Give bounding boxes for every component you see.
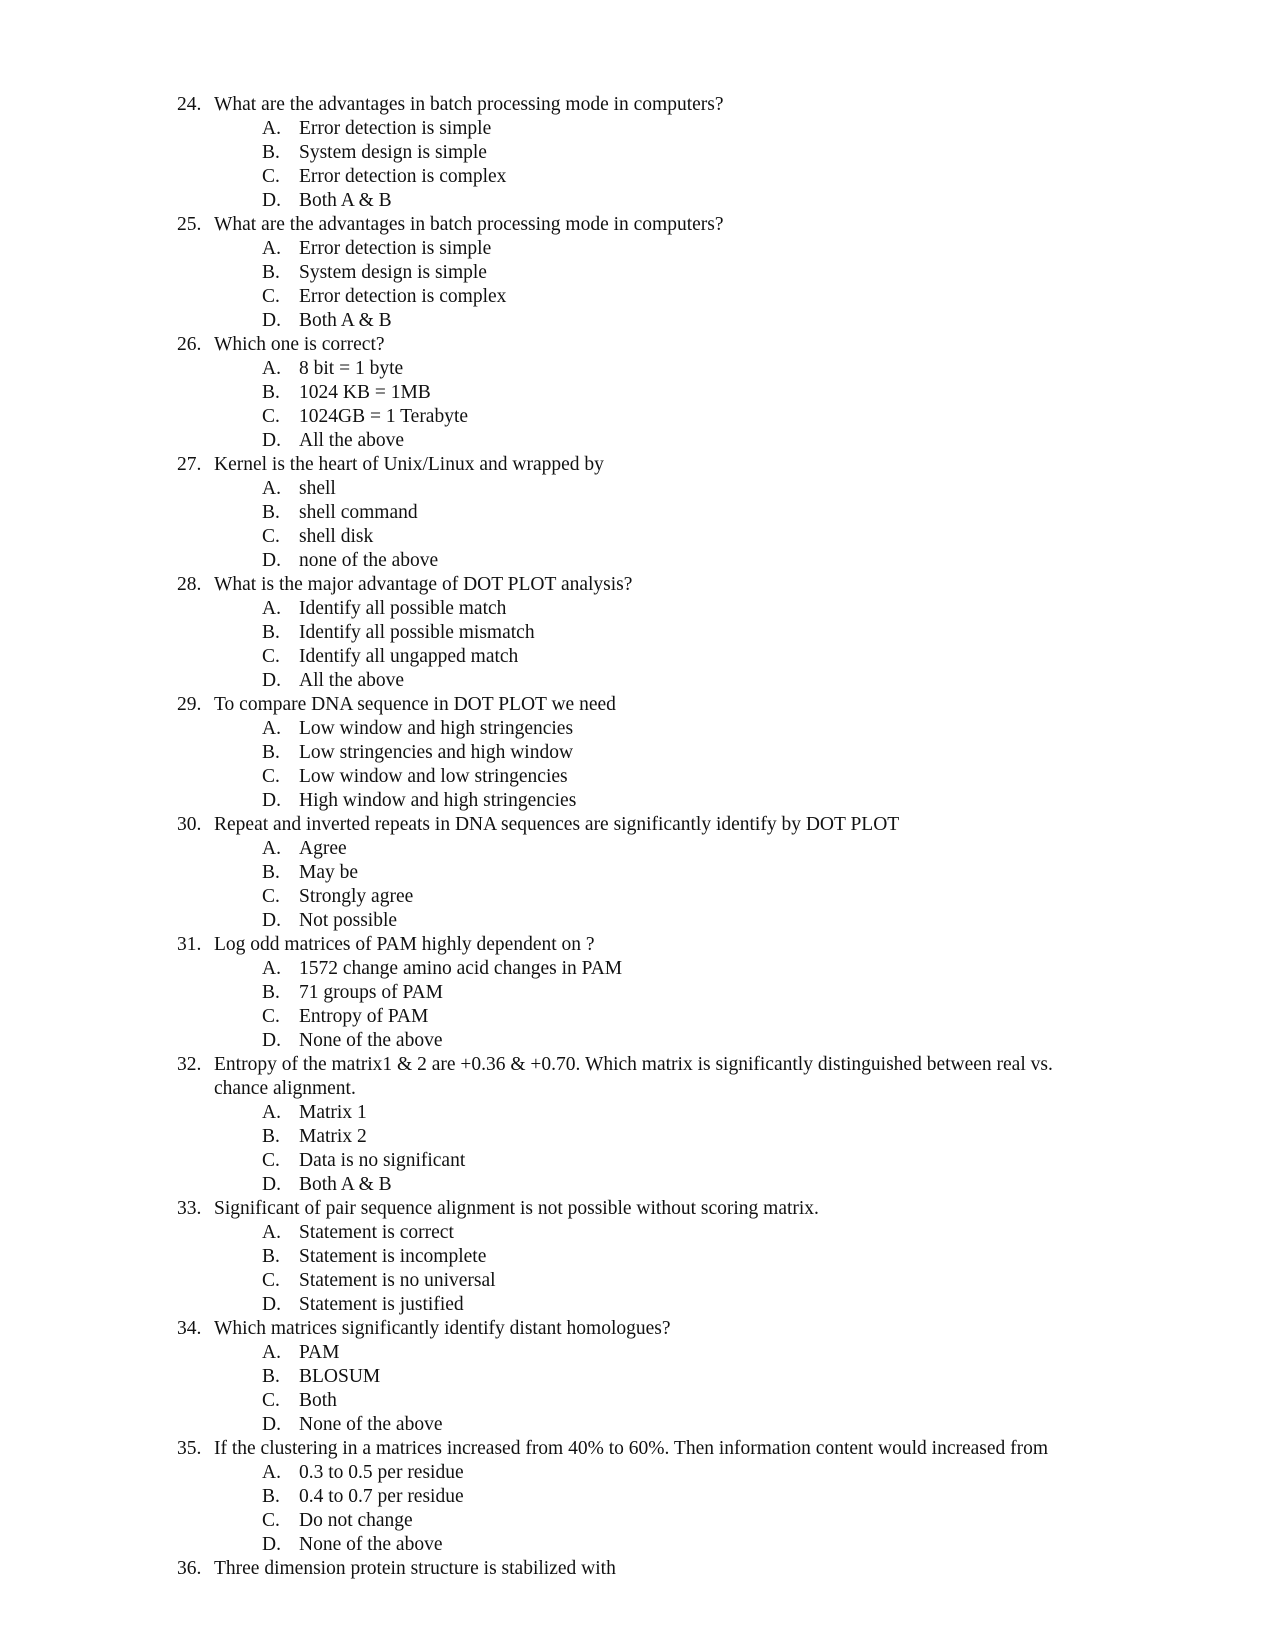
option-letter: D. (262, 1534, 281, 1555)
question-number: 24. (177, 94, 202, 115)
answer-option (0, 645, 1275, 669)
option-text: None of the above (299, 1030, 443, 1051)
option-letter: D. (262, 430, 281, 451)
option-letter: B. (262, 742, 280, 763)
option-letter: B. (262, 262, 280, 283)
question-number: 33. (177, 1198, 202, 1219)
option-letter: C. (262, 1270, 280, 1291)
question-item (0, 1437, 1275, 1461)
option-letter: A. (262, 718, 281, 739)
question-item (0, 573, 1275, 597)
option-text: 0.4 to 0.7 per residue (299, 1486, 464, 1507)
option-text: Matrix 2 (299, 1126, 367, 1147)
answer-option (0, 309, 1275, 333)
answer-option (0, 789, 1275, 813)
option-letter: C. (262, 766, 280, 787)
answer-option (0, 909, 1275, 933)
question-item (0, 1197, 1275, 1221)
answer-option (0, 957, 1275, 981)
answer-option (0, 549, 1275, 573)
question-list (0, 93, 1275, 1581)
option-letter: A. (262, 238, 281, 259)
option-letter: D. (262, 1174, 281, 1195)
answer-option (0, 1341, 1275, 1365)
question-item (0, 693, 1275, 717)
answer-option (0, 261, 1275, 285)
option-letter: D. (262, 550, 281, 571)
option-letter: B. (262, 1366, 280, 1387)
option-letter: A. (262, 1102, 281, 1123)
question-text: Which one is correct? (214, 334, 385, 355)
question-text: Repeat and inverted repeats in DNA sequences are significantly identify by DOT PLOT (214, 814, 900, 835)
option-letter: B. (262, 502, 280, 523)
option-text: 71 groups of PAM (299, 982, 443, 1003)
option-text: 1572 change amino acid changes in PAM (299, 958, 623, 979)
option-text: High window and high stringencies (299, 790, 577, 811)
question-text: Log odd matrices of PAM highly dependent on ? (214, 934, 595, 955)
answer-option (0, 669, 1275, 693)
option-letter: A. (262, 1342, 281, 1363)
question-text: chance alignment. (214, 1078, 356, 1099)
question-item (0, 93, 1275, 117)
answer-option (0, 1389, 1275, 1413)
question-number: 36. (177, 1558, 202, 1579)
option-letter: B. (262, 1246, 280, 1267)
answer-option (0, 885, 1275, 909)
option-text: None of the above (299, 1534, 443, 1555)
question-item (0, 1317, 1275, 1341)
option-text: Identify all possible match (299, 598, 507, 619)
option-letter: B. (262, 142, 280, 163)
answer-option (0, 1269, 1275, 1293)
option-letter: B. (262, 982, 280, 1003)
answer-option (0, 1461, 1275, 1485)
question-text: If the clustering in a matrices increased from 40% to 60%. Then information content would increased from (214, 1438, 1049, 1459)
question-number: 35. (177, 1438, 202, 1459)
option-text: Both A & B (299, 1174, 392, 1195)
answer-option (0, 1293, 1275, 1317)
question-number: 29. (177, 694, 202, 715)
option-text: Both A & B (299, 310, 392, 331)
option-text: May be (299, 862, 359, 883)
option-letter: C. (262, 166, 280, 187)
option-text: Statement is justified (299, 1294, 464, 1315)
option-letter: D. (262, 790, 281, 811)
option-text: 0.3 to 0.5 per residue (299, 1462, 464, 1483)
answer-option (0, 837, 1275, 861)
option-text: 8 bit = 1 byte (299, 358, 404, 379)
question-item (0, 1557, 1275, 1581)
question-text: Entropy of the matrix1 & 2 are +0.36 & +0.70. Which matrix is significantly distinguished between real vs. (214, 1054, 1053, 1075)
answer-option (0, 1485, 1275, 1509)
answer-option (0, 981, 1275, 1005)
question-text: Kernel is the heart of Unix/Linux and wrapped by (214, 454, 604, 475)
option-text: shell disk (299, 526, 374, 547)
option-text: Strongly agree (299, 886, 414, 907)
question-text: What are the advantages in batch processing mode in computers? (214, 94, 724, 115)
option-letter: B. (262, 622, 280, 643)
answer-option (0, 861, 1275, 885)
question-number: 26. (177, 334, 202, 355)
option-letter: A. (262, 598, 281, 619)
option-letter: C. (262, 286, 280, 307)
answer-option (0, 141, 1275, 165)
answer-option (0, 189, 1275, 213)
option-letter: C. (262, 1150, 280, 1171)
answer-option (0, 765, 1275, 789)
question-number: 31. (177, 934, 202, 955)
answer-option (0, 1533, 1275, 1557)
option-letter: C. (262, 1006, 280, 1027)
option-text: None of the above (299, 1414, 443, 1435)
option-letter: C. (262, 406, 280, 427)
option-text: System design is simple (299, 262, 487, 283)
option-text: 1024 KB = 1MB (299, 382, 431, 403)
option-letter: C. (262, 526, 280, 547)
question-number: 30. (177, 814, 202, 835)
question-number: 28. (177, 574, 202, 595)
option-letter: D. (262, 1414, 281, 1435)
option-letter: B. (262, 1126, 280, 1147)
question-item (0, 933, 1275, 957)
option-text: Error detection is complex (299, 166, 507, 187)
option-letter: D. (262, 670, 281, 691)
option-text: Statement is no universal (299, 1270, 496, 1291)
option-text: PAM (299, 1342, 340, 1363)
answer-option (0, 117, 1275, 141)
answer-option (0, 357, 1275, 381)
answer-option (0, 429, 1275, 453)
question-text: Significant of pair sequence alignment is not possible without scoring matrix. (214, 1198, 819, 1219)
answer-option (0, 381, 1275, 405)
option-text: Error detection is simple (299, 118, 492, 139)
answer-option (0, 717, 1275, 741)
question-number: 34. (177, 1318, 202, 1339)
option-text: Statement is correct (299, 1222, 454, 1243)
question-text: What is the major advantage of DOT PLOT analysis? (214, 574, 633, 595)
answer-option (0, 1245, 1275, 1269)
answer-option (0, 237, 1275, 261)
answer-option (0, 1101, 1275, 1125)
question-item (0, 333, 1275, 357)
option-letter: A. (262, 118, 281, 139)
option-letter: A. (262, 1222, 281, 1243)
option-letter: C. (262, 1390, 280, 1411)
question-item (0, 813, 1275, 837)
question-item (0, 1053, 1275, 1077)
option-letter: B. (262, 1486, 280, 1507)
answer-option (0, 621, 1275, 645)
option-text: shell (299, 478, 336, 499)
answer-option (0, 1221, 1275, 1245)
option-text: Low window and high stringencies (299, 718, 574, 739)
question-number: 25. (177, 214, 202, 235)
question-text: What are the advantages in batch processing mode in computers? (214, 214, 724, 235)
answer-option (0, 597, 1275, 621)
option-text: Error detection is simple (299, 238, 492, 259)
answer-option (0, 525, 1275, 549)
question-continuation (0, 1077, 1275, 1101)
option-text: Entropy of PAM (299, 1006, 429, 1027)
option-text: Identify all possible mismatch (299, 622, 535, 643)
question-number: 32. (177, 1054, 202, 1075)
option-letter: D. (262, 310, 281, 331)
option-text: Both (299, 1390, 337, 1411)
option-text: Statement is incomplete (299, 1246, 487, 1267)
question-number: 27. (177, 454, 202, 475)
option-text: Agree (299, 838, 347, 859)
answer-option (0, 165, 1275, 189)
question-text: To compare DNA sequence in DOT PLOT we need (214, 694, 616, 715)
answer-option (0, 1005, 1275, 1029)
option-letter: C. (262, 1510, 280, 1531)
answer-option (0, 1509, 1275, 1533)
option-text: Identify all ungapped match (299, 646, 519, 667)
option-text: BLOSUM (299, 1366, 381, 1387)
option-text: Not possible (299, 910, 398, 931)
option-text: Low window and low stringencies (299, 766, 568, 787)
option-text: Data is no significant (299, 1150, 466, 1171)
answer-option (0, 1413, 1275, 1437)
option-letter: D. (262, 1030, 281, 1051)
option-letter: A. (262, 358, 281, 379)
question-item (0, 453, 1275, 477)
option-letter: D. (262, 190, 281, 211)
option-letter: A. (262, 838, 281, 859)
option-letter: D. (262, 910, 281, 931)
option-text: 1024GB = 1 Terabyte (299, 406, 469, 427)
option-text: shell command (299, 502, 418, 523)
option-letter: C. (262, 886, 280, 907)
option-letter: A. (262, 1462, 281, 1483)
option-letter: B. (262, 382, 280, 403)
option-text: Matrix 1 (299, 1102, 367, 1123)
answer-option (0, 1029, 1275, 1053)
option-letter: A. (262, 478, 281, 499)
option-text: System design is simple (299, 142, 487, 163)
option-text: Do not change (299, 1510, 413, 1531)
option-text: Both A & B (299, 190, 392, 211)
answer-option (0, 1149, 1275, 1173)
option-text: All the above (299, 430, 405, 451)
answer-option (0, 405, 1275, 429)
option-text: none of the above (299, 550, 439, 571)
option-letter: B. (262, 862, 280, 883)
question-text: Which matrices significantly identify distant homologues? (214, 1318, 671, 1339)
answer-option (0, 1173, 1275, 1197)
question-text: Three dimension protein structure is stabilized with (214, 1558, 616, 1579)
answer-option (0, 1125, 1275, 1149)
question-item (0, 213, 1275, 237)
answer-option (0, 285, 1275, 309)
option-letter: D. (262, 1294, 281, 1315)
answer-option (0, 741, 1275, 765)
answer-option (0, 1365, 1275, 1389)
option-text: Error detection is complex (299, 286, 507, 307)
option-text: All the above (299, 670, 405, 691)
answer-option (0, 477, 1275, 501)
option-text: Low stringencies and high window (299, 742, 574, 763)
answer-option (0, 501, 1275, 525)
option-letter: A. (262, 958, 281, 979)
option-letter: C. (262, 646, 280, 667)
